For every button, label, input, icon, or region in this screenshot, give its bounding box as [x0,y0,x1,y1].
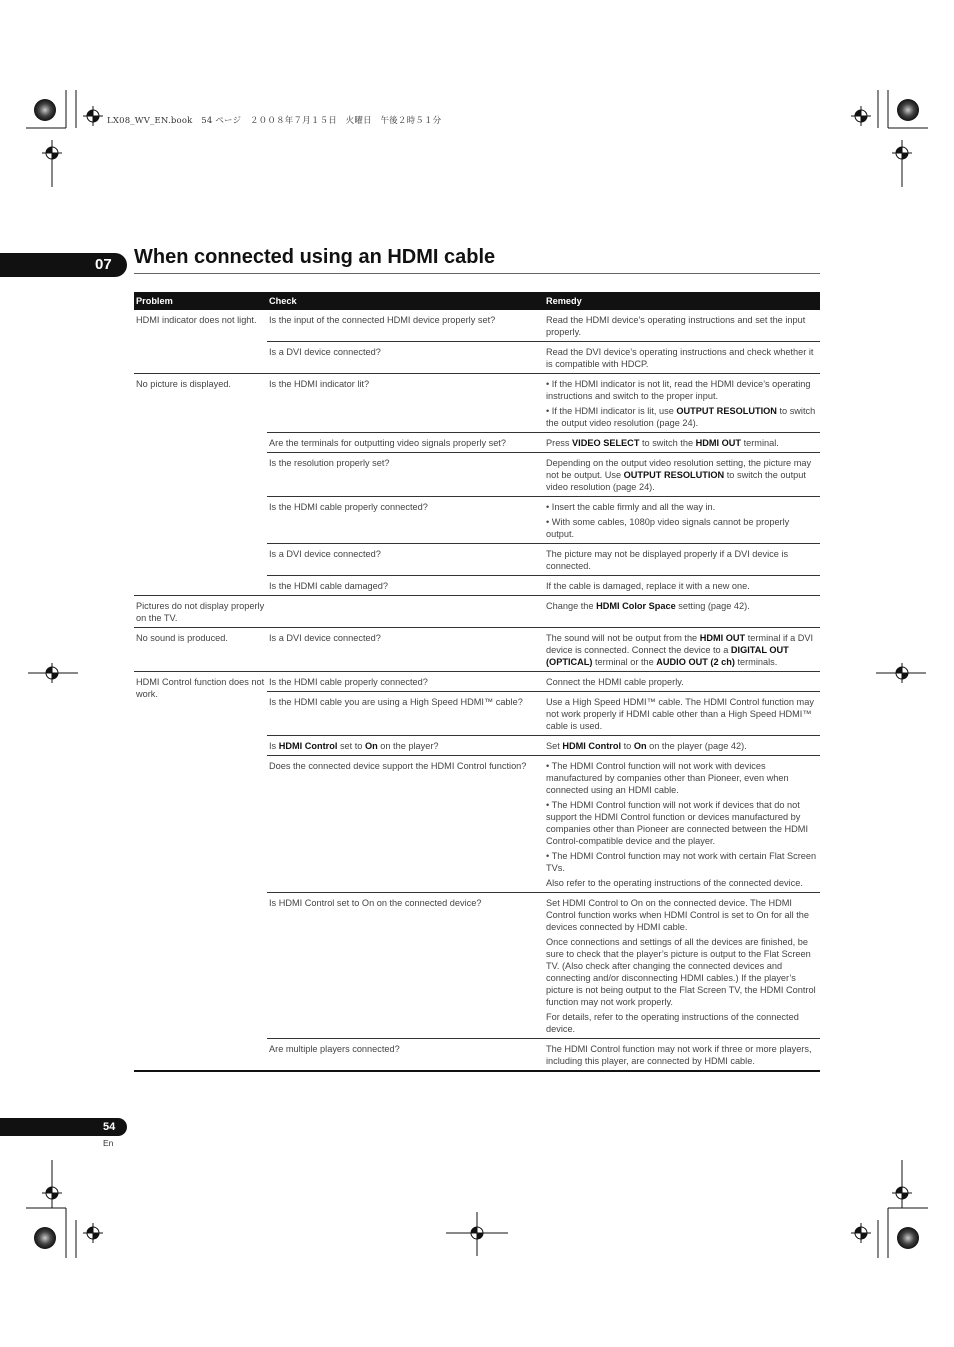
remedy-paragraph: • Insert the cable firmly and all the way in. [546,502,716,512]
remedy-paragraph: Once connections and settings of all the devices are finished, be sure to check that the player’s picture is output to the Flat Screen TV. (Also check after changing the connected devices and connecting and/or disconnecting HDMI cables.) If the player’s picture is not being output to the Flat Screen TV, the HDMI Control function may not work properly. [546,937,816,1007]
remedy-cell [544,342,820,374]
remedy-cell [544,497,820,544]
problem-cell: No sound is produced. [134,628,267,672]
color-target-mark [897,99,919,121]
check-cell: Is HDMI Control set to On on the player? [267,736,544,756]
remedy-paragraph: Depending on the output video resolution setting, the picture may not be output. Use OUTPUT RESOLUTION to switch the output video resolution (page 24). [546,458,812,492]
table-row [134,374,820,433]
section-title: When connected using an HDMI cable [134,246,496,268]
check-cell: Is the resolution properly set? [267,453,544,497]
check-cell: Is HDMI Control set to On on the connected device? [267,893,544,1039]
check-cell [267,596,544,628]
check-cell: Is a DVI device connected? [267,342,544,374]
remedy-paragraph: • The HDMI Control function may not work with certain Flat Screen TVs. [546,851,817,873]
remedy-paragraph: The HDMI Control function may not work if three or more players, including this player, are connected by HDMI cable. [546,1044,812,1066]
remedy-paragraph: Set HDMI Control to On on the player (page 42). [546,741,747,751]
remedy-cell [544,596,820,628]
table-row [134,628,820,672]
remedy-cell [544,576,820,596]
remedy-cell [544,453,820,497]
remedy-cell [544,544,820,576]
remedy-paragraph: • If the HDMI indicator is lit, use OUTPUT RESOLUTION to switch the output video resolution (page 24). [546,406,816,428]
remedy-paragraph: The picture may not be displayed properly if a DVI device is connected. [546,549,789,571]
remedy-cell [544,433,820,453]
remedy-paragraph: • The HDMI Control function will not work if devices that do not support the HDMI Control function or devices manufactured by companies other than Pioneer are connected between the HDMI Control-compatible device and the player. [546,800,809,846]
language-label: En [103,1138,114,1148]
check-cell: Is a DVI device connected? [267,544,544,576]
remedy-cell [544,374,820,433]
remedy-paragraph: • With some cables, 1080p video signals cannot be properly output. [546,517,790,539]
check-cell: Are multiple players connected? [267,1039,544,1072]
title-divider [134,273,820,274]
remedy-paragraph: Change the HDMI Color Space setting (page 42). [546,601,750,611]
column-header-problem: Problem [134,292,267,310]
chapter-number-tab: 07 [0,253,127,277]
remedy-cell [544,756,820,893]
color-target-mark [34,99,56,121]
remedy-paragraph: • The HDMI Control function will not work with devices manufactured by companies other than Pioneer, even when connected using an HDMI cable. [546,761,789,795]
check-cell: Is the HDMI cable properly connected? [267,672,544,692]
remedy-paragraph: If the cable is damaged, replace it with a new one. [546,581,750,591]
check-cell: Is a DVI device connected? [267,628,544,672]
remedy-paragraph: Connect the HDMI cable properly. [546,677,684,687]
column-header-remedy: Remedy [544,292,820,310]
check-cell: Are the terminals for outputting video signals properly set? [267,433,544,453]
remedy-paragraph: Also refer to the operating instructions of the connected device. [546,878,803,888]
remedy-cell [544,310,820,342]
registration-crosshair [83,1223,103,1243]
remedy-paragraph: • If the HDMI indicator is not lit, read the HDMI device’s operating instructions and switch to the proper input. [546,379,811,401]
check-cell: Is the input of the connected HDMI device properly set? [267,310,544,342]
remedy-cell [544,893,820,1039]
table-row [134,310,820,342]
remedy-paragraph: Read the DVI device’s operating instructions and check whether it is compatible with HDCP. [546,347,814,369]
remedy-cell [544,628,820,672]
check-cell: Is the HDMI cable you are using a High Speed HDMI™ cable? [267,692,544,736]
problem-cell: Pictures do not display properly on the TV. [134,596,267,628]
remedy-paragraph: The sound will not be output from the HDMI OUT terminal if a DVI device is connected. Connect the device to a DIGITAL OUT (OPTICAL) terminal or the AUDIO OUT (2 ch) terminals. [546,633,814,667]
check-cell: Is the HDMI cable damaged? [267,576,544,596]
table-row [134,672,820,692]
color-target-mark [897,1227,919,1249]
remedy-paragraph: For details, refer to the operating instructions of the connected device. [546,1012,799,1034]
check-cell: Is the HDMI cable properly connected? [267,497,544,544]
registration-crosshair [851,1223,871,1243]
registration-crosshair [851,106,871,126]
table-header-row [134,292,820,310]
problem-cell: HDMI Control function does not work. [134,672,267,1072]
remedy-paragraph: Press VIDEO SELECT to switch the HDMI OUT terminal. [546,438,779,448]
remedy-cell [544,672,820,692]
print-file-info: LX08_WV_EN.book 54 ページ ２００８年７月１５日 火曜日 午後２時５１分 [107,116,442,126]
check-cell: Is the HDMI indicator lit? [267,374,544,433]
column-header-check: Check [267,292,544,310]
table-row [134,596,820,628]
remedy-cell [544,692,820,736]
troubleshooting-table [134,292,820,1072]
remedy-cell [544,1039,820,1072]
remedy-cell [544,736,820,756]
check-cell: Does the connected device support the HDMI Control function? [267,756,544,893]
registration-crosshair [83,106,103,126]
problem-cell: HDMI indicator does not light. [134,310,267,374]
page-number: 54 [0,1118,127,1136]
remedy-paragraph: Use a High Speed HDMI™ cable. The HDMI Control function may not work properly if HDMI cable other than a High Speed HDMI™ cable is used. [546,697,814,731]
color-target-mark [34,1227,56,1249]
remedy-paragraph: Set HDMI Control to On on the connected device. The HDMI Control function works when HDMI Control is set to On for all the devices connected by HDMI cable. [546,898,809,932]
remedy-paragraph: Read the HDMI device’s operating instructions and set the input properly. [546,315,806,337]
problem-cell: No picture is displayed. [134,374,267,596]
